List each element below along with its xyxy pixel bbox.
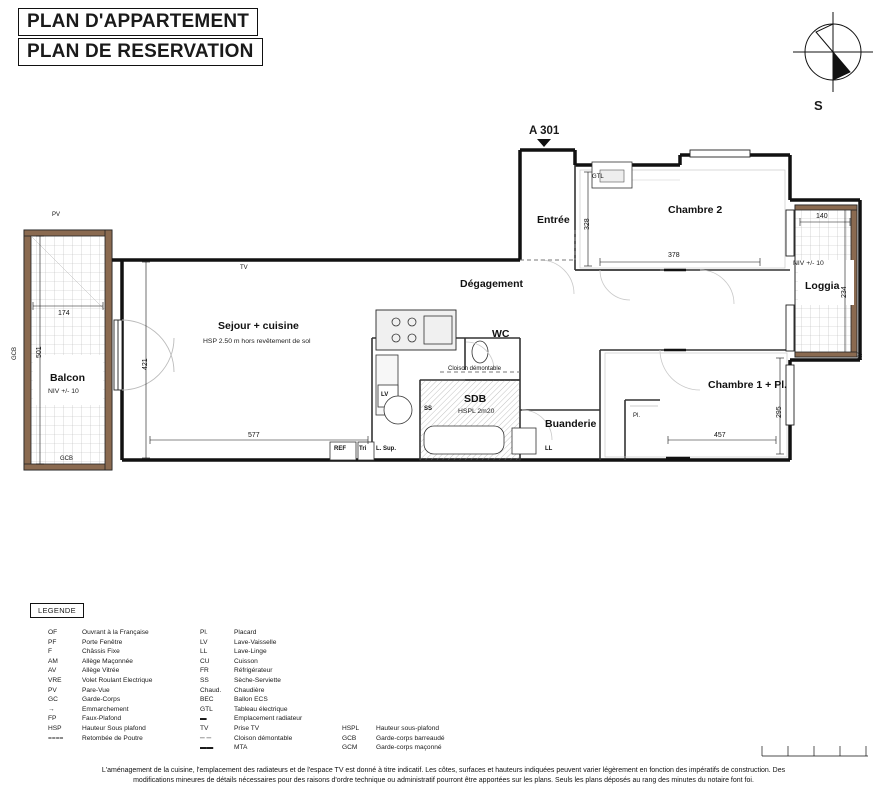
legend-heading-box: [30, 603, 84, 618]
footer-disclaimer: [18, 766, 869, 785]
dim-loggia-width: 140: [816, 213, 828, 220]
plan-title-line-1: PLAN D'APPARTEMENT: [18, 8, 258, 36]
legend-item: [48, 628, 152, 638]
legend-item: [342, 734, 445, 744]
appliance-label-lv: LV: [381, 392, 389, 398]
room-label-chambre1: Chambre 1 + Pl.: [708, 379, 788, 391]
legend-abbr: PF: [48, 638, 57, 646]
legend-desc: Châssis Fixe: [82, 648, 120, 656]
legend-abbr: →: [48, 705, 55, 713]
legend-item: [48, 724, 152, 734]
legend-desc: Prise TV: [234, 724, 260, 732]
legend-item: [200, 628, 302, 638]
legend-item: [200, 714, 302, 724]
dim-sejour-height: 421: [142, 358, 149, 370]
annotation-gtl: GTL: [592, 174, 604, 180]
legend-item: [200, 705, 302, 715]
appliance-label-tri: Tri: [359, 446, 367, 452]
footer-line-1: L'aménagement de la cuisine, l'emplacement des radiateurs et de l'espace TV est donné à titre indicatif. Les côtes, surfaces et hauteurs indiquées peuvent varier légèrement en fonction des impératifs de construction. Des: [101, 767, 786, 774]
legend-item: [342, 724, 445, 734]
legend-item: [200, 647, 302, 657]
compass-rose: [788, 10, 880, 113]
legend-desc: Lave-Linge: [234, 648, 267, 656]
legend-desc: Lave-Vaisselle: [234, 638, 277, 646]
legend-desc: Tableau électrique: [234, 705, 288, 713]
legend-abbr: GTL: [200, 705, 213, 713]
legend-desc: Porte Fenêtre: [82, 638, 123, 646]
legend-item: [48, 705, 152, 715]
legend-abbr: GCB: [342, 734, 357, 742]
legend-abbr: AM: [48, 657, 58, 665]
legend-column-3: [342, 724, 445, 753]
legend-abbr: CU: [200, 657, 210, 665]
legend-abbr: OF: [48, 629, 58, 636]
room-sub-balcon: NIV +/- 10: [48, 388, 79, 395]
legend-item: [200, 686, 302, 696]
legend-item: [200, 695, 302, 705]
dim-loggia-height: 234: [841, 286, 848, 298]
legend-desc: Réfrigérateur: [234, 667, 273, 675]
legend-desc: Sèche-Serviette: [234, 676, 281, 684]
scale-bar: [760, 738, 870, 765]
appliance-label-ss: SS: [424, 406, 433, 412]
legend-abbr: HSPL: [342, 725, 360, 732]
edge-label-pv-top: PV: [52, 212, 61, 218]
legend-desc: Garde-Corps: [82, 696, 121, 704]
legend-desc: Placard: [234, 629, 257, 636]
legend-desc: Ouvrant à la Française: [82, 629, 149, 636]
tv-outlet-label: TV: [240, 265, 248, 271]
legend-item: [200, 676, 302, 686]
legend-abbr: FP: [48, 715, 57, 723]
room-label-loggia: Loggia: [805, 280, 840, 292]
legend-item: [48, 657, 152, 667]
legend-desc: Allège Maçonnée: [82, 657, 133, 665]
legend-abbr: LL: [200, 648, 208, 656]
scale-ticks-icon: [760, 738, 870, 760]
legend-column-1: [48, 628, 152, 743]
legend-abbr: HSP: [48, 724, 62, 732]
legend-abbr: ====: [48, 734, 64, 742]
legend-item: [48, 686, 152, 696]
room-label-wc: WC: [492, 328, 510, 340]
legend-abbr: BEC: [200, 696, 214, 704]
legend-desc: MTA: [234, 744, 248, 752]
legend-item: [48, 676, 152, 686]
room-label-sejour: Sejour + cuisine: [218, 320, 299, 332]
legend-desc: Volet Roulant Electrique: [82, 676, 153, 684]
legend-item: [48, 666, 152, 676]
legend-item: [200, 734, 302, 744]
legend-desc: Hauteur Sous plafond: [82, 724, 146, 732]
legend-item: [48, 638, 152, 648]
room-label-balcon: Balcon: [50, 372, 86, 384]
legend-desc: Hauteur sous-plafond: [376, 725, 440, 732]
annotation-cloison-demontable: Cloison démontable: [448, 366, 502, 372]
legend-desc: Chaudière: [234, 686, 265, 694]
legend-item: [48, 734, 152, 744]
dim-chambre1-width: 457: [714, 432, 726, 439]
room-label-entree: Entrée: [537, 214, 570, 226]
dim-chambre1-height: 295: [776, 406, 783, 418]
room-label-chambre2: Chambre 2: [668, 204, 723, 216]
legend-item: [200, 666, 302, 676]
floor-plan-svg: [0, 110, 887, 510]
footer-line-2: modifications mineures de détails nécessaires pour des raisons d'ordre technique ou administratif pourront être apportées sur les plans. Seuls les plans déposés au rang des minutes du notaire font foi.: [133, 776, 754, 784]
legend-item: [48, 647, 152, 657]
legend-heading: LEGENDE: [38, 606, 76, 615]
legend-abbr: ─ ─: [200, 734, 212, 742]
legend-desc: Ballon ECS: [234, 696, 268, 704]
legend-abbr: Chaud.: [200, 686, 222, 694]
legend-abbr: ▬: [200, 715, 207, 723]
compass-south-label: S: [814, 98, 823, 113]
dim-sejour-width: 577: [248, 432, 260, 439]
legend-desc: Cuisson: [234, 657, 258, 665]
legend-desc: Pare-Vue: [82, 686, 110, 694]
unit-tag-label: A 301: [529, 125, 560, 137]
legend-desc: Allège Vitrée: [82, 667, 120, 675]
legend-desc: Garde-corps maçonné: [376, 744, 442, 752]
appliance-label-lsup: L. Sup.: [376, 446, 396, 452]
room-label-sdb: SDB: [464, 393, 487, 405]
plan-title-line-2: PLAN DE RESERVATION: [18, 38, 263, 66]
legend-item: [48, 714, 152, 724]
room-sub-loggia: NIV +/- 10: [793, 260, 824, 267]
appliance-label-ref: REF: [334, 446, 346, 452]
room-label-buanderie: Buanderie: [545, 418, 597, 430]
legend-item: [342, 743, 445, 753]
legend-desc: Cloison démontable: [234, 734, 293, 742]
room-sub-sejour: HSP 2.50 m hors revêtement de sol: [203, 338, 311, 345]
legend-item: [200, 657, 302, 667]
legend-desc: Faux-Plafond: [82, 715, 122, 723]
edge-label-av-right: AV: [858, 352, 864, 360]
legend-item: [200, 743, 302, 753]
legend-abbr: GCM: [342, 744, 358, 752]
legend-abbr: TV: [200, 724, 209, 732]
legend-abbr: VRE: [48, 676, 62, 684]
legend-desc: Retombée de Poutre: [82, 734, 143, 742]
legend-column-2: [200, 628, 302, 753]
floor-plan-drawing: [0, 110, 887, 510]
legend-item: [48, 695, 152, 705]
legend-abbr: GC: [48, 696, 58, 704]
legend-abbr: ▬▬: [200, 744, 214, 752]
title-block: [18, 8, 263, 68]
room-sub-sdb: HSPL 2m20: [458, 408, 495, 415]
dim-balcon-width: 174: [58, 310, 70, 317]
legend-desc: Garde-corps barreaudé: [376, 734, 445, 742]
compass-needle-icon: [788, 10, 880, 102]
legend-abbr: SS: [200, 676, 209, 684]
dim-entree-height: 328: [584, 218, 591, 230]
legend-abbr: AV: [48, 667, 57, 675]
legend-item: [200, 724, 302, 734]
legend-desc: Emplacement radiateur: [234, 715, 303, 723]
room-label-degagement: Dégagement: [460, 278, 524, 290]
dim-chambre2-width: 378: [668, 252, 680, 259]
appliance-label-ll: LL: [545, 446, 553, 452]
legend-abbr: F: [48, 648, 53, 656]
legend-desc: Emmarchement: [82, 705, 129, 713]
legend-abbr: Pl.: [200, 629, 208, 636]
legend-abbr: FR: [200, 667, 209, 675]
edge-label-gcb-left: GCB: [12, 346, 18, 360]
dim-balcon-height: 501: [36, 346, 43, 358]
annotation-placard-chambre1: Pl.: [633, 413, 641, 419]
legend-item: [200, 638, 302, 648]
legend-abbr: PV: [48, 686, 57, 694]
edge-label-gcb-bottom: GCB: [60, 456, 74, 462]
legend-abbr: LV: [200, 638, 208, 646]
